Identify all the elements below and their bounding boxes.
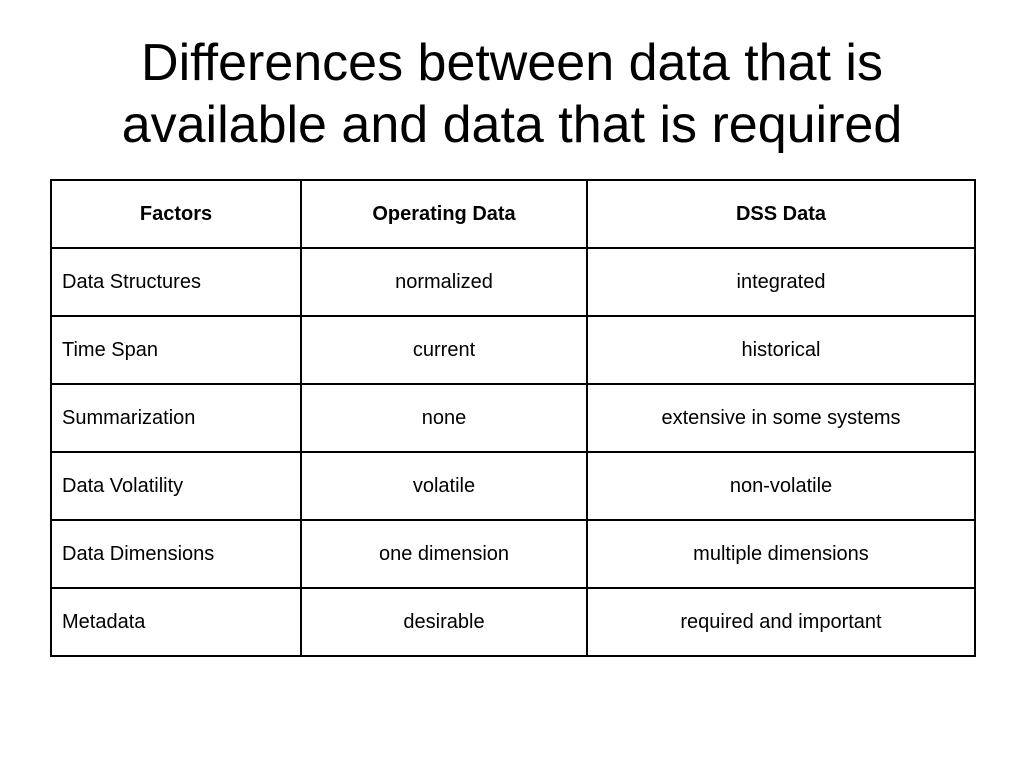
- factor-cell: Data Dimensions: [51, 520, 301, 588]
- table-row: [51, 384, 975, 452]
- header-factors: Factors: [51, 180, 301, 248]
- operating-data-cell: desirable: [301, 588, 587, 656]
- dss-data-cell: multiple dimensions: [587, 520, 975, 588]
- header-operating-data: Operating Data: [301, 180, 587, 248]
- operating-data-cell: current: [301, 316, 587, 384]
- table-row: [51, 248, 975, 316]
- factor-cell: Data Structures: [51, 248, 301, 316]
- factor-cell: Data Volatility: [51, 452, 301, 520]
- table-row: [51, 452, 975, 520]
- dss-data-cell: integrated: [587, 248, 975, 316]
- dss-data-cell: extensive in some systems: [587, 384, 975, 452]
- operating-data-cell: none: [301, 384, 587, 452]
- factor-cell: Time Span: [51, 316, 301, 384]
- table-row: [51, 316, 975, 384]
- slide-title: [0, 32, 1024, 156]
- table-header-row: [51, 180, 975, 248]
- comparison-table: [50, 179, 976, 657]
- dss-data-cell: non-volatile: [587, 452, 975, 520]
- table-row: [51, 520, 975, 588]
- factor-cell: Summarization: [51, 384, 301, 452]
- operating-data-cell: volatile: [301, 452, 587, 520]
- dss-data-cell: required and important: [587, 588, 975, 656]
- operating-data-cell: one dimension: [301, 520, 587, 588]
- factor-cell: Metadata: [51, 588, 301, 656]
- operating-data-cell: normalized: [301, 248, 587, 316]
- title-line-1: Differences between data that is: [141, 34, 883, 92]
- table-row: [51, 588, 975, 656]
- dss-data-cell: historical: [587, 316, 975, 384]
- header-dss-data: DSS Data: [587, 180, 975, 248]
- title-line-2: available and data that is required: [121, 96, 903, 154]
